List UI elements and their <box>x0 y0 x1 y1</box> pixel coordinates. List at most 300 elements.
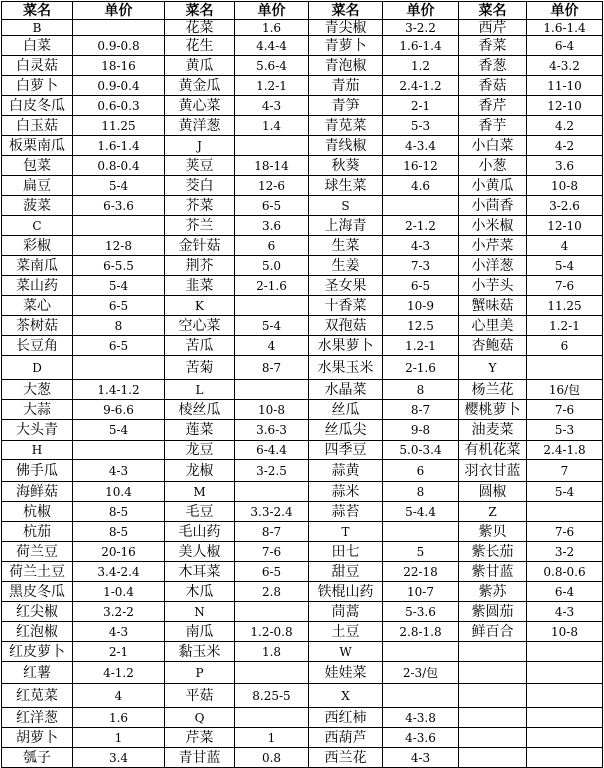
vegetable-name <box>459 642 527 662</box>
vegetable-name: 青线椒 <box>309 136 383 156</box>
vegetable-name: 小洋葱 <box>459 256 527 276</box>
table-row <box>2 20 603 36</box>
unit-price: 6-5 <box>383 276 459 296</box>
unit-price: 4-3 <box>73 622 165 642</box>
vegetable-name: 蟹味菇 <box>459 296 527 316</box>
vegetable-name <box>459 728 527 748</box>
vegetable-price-table <box>1 1 603 768</box>
vegetable-name: 小米椒 <box>459 216 527 236</box>
table-row <box>2 256 603 276</box>
vegetable-name: 水晶菜 <box>309 380 383 400</box>
vegetable-name: 青苋菜 <box>309 116 383 136</box>
unit-price: 4-3.2 <box>527 56 603 76</box>
table-row <box>2 56 603 76</box>
unit-price: 2-1.6 <box>383 356 459 380</box>
unit-price: 9-8 <box>383 420 459 441</box>
vegetable-name: 棱丝瓜 <box>165 400 235 420</box>
table-row <box>2 400 603 420</box>
unit-price: 4-2 <box>527 136 603 156</box>
vegetable-name: 香葱 <box>459 56 527 76</box>
section-letter: P <box>165 662 235 684</box>
vegetable-name: 香菜 <box>459 36 527 56</box>
vegetable-name: 水果玉米 <box>309 356 383 380</box>
vegetable-name: 茭白 <box>165 176 235 196</box>
unit-price: 4.4-4 <box>235 36 309 56</box>
vegetable-name: 花菜 <box>165 20 235 36</box>
vegetable-name: 平菇 <box>165 684 235 708</box>
unit-price: 2-1 <box>383 96 459 116</box>
unit-price: 8-5 <box>73 522 165 542</box>
unit-price: 6-5 <box>235 562 309 582</box>
unit-price: 2.4-1.8 <box>527 441 603 460</box>
unit-price: 4.6 <box>383 176 459 196</box>
vegetable-name: 苦菊 <box>165 356 235 380</box>
vegetable-name: 四季豆 <box>309 441 383 460</box>
vegetable-name: 菜山药 <box>2 276 73 296</box>
unit-price: 0.6-0.3 <box>73 96 165 116</box>
unit-price: 11-10 <box>527 76 603 96</box>
unit-price: 6-3.6 <box>73 196 165 216</box>
unit-price <box>383 522 459 542</box>
unit-price: 12-10 <box>527 216 603 236</box>
unit-price: 10.4 <box>73 482 165 502</box>
unit-price: 5-4.4 <box>383 502 459 522</box>
unit-price: 10-8 <box>527 176 603 196</box>
section-letter: H <box>2 441 73 460</box>
unit-price: 5-4 <box>527 482 603 502</box>
unit-price: 1.6-1.4 <box>383 36 459 56</box>
unit-price <box>235 708 309 728</box>
vegetable-name: 杨兰花 <box>459 380 527 400</box>
vegetable-name: 铁棍山药 <box>309 582 383 602</box>
unit-price: 1.6 <box>73 708 165 728</box>
vegetable-name: 包菜 <box>2 156 73 176</box>
section-letter: S <box>309 196 383 216</box>
unit-price: 8-7 <box>235 522 309 542</box>
vegetable-name: 上海青 <box>309 216 383 236</box>
vegetable-name: 甜豆 <box>309 562 383 582</box>
unit-price: 9-6.6 <box>73 400 165 420</box>
vegetable-name: 水果萝卜 <box>309 336 383 356</box>
vegetable-name: 香芋 <box>459 116 527 136</box>
unit-price: 1.4-1.2 <box>73 380 165 400</box>
unit-price: 6 <box>527 336 603 356</box>
vegetable-name: 西芹 <box>459 20 527 36</box>
section-letter: N <box>165 602 235 622</box>
vegetable-name: 花生 <box>165 36 235 56</box>
unit-price <box>527 662 603 684</box>
unit-price <box>527 728 603 748</box>
table-row <box>2 316 603 336</box>
unit-price: 6-4 <box>527 36 603 56</box>
unit-price: 8 <box>73 316 165 336</box>
unit-price: 2-1.6 <box>235 276 309 296</box>
vegetable-name <box>459 684 527 708</box>
vegetable-name: 龙椒 <box>165 460 235 482</box>
vegetable-name: 生姜 <box>309 256 383 276</box>
vegetable-name: 黄洋葱 <box>165 116 235 136</box>
unit-price: 0.9-0.4 <box>73 76 165 96</box>
table-row <box>2 176 603 196</box>
unit-price: 3-2 <box>527 542 603 562</box>
vegetable-name: 丝瓜 <box>309 400 383 420</box>
table-row <box>2 296 603 316</box>
header-row <box>2 2 603 20</box>
unit-price: 22-18 <box>383 562 459 582</box>
unit-price: 7-6 <box>527 400 603 420</box>
vegetable-name: 扁豆 <box>2 176 73 196</box>
unit-price: 10-7 <box>383 582 459 602</box>
table-row <box>2 642 603 662</box>
unit-price: 0.9-0.8 <box>73 36 165 56</box>
vegetable-name: 佛手瓜 <box>2 460 73 482</box>
unit-price: 1.6-1.4 <box>527 20 603 36</box>
table-row <box>2 562 603 582</box>
unit-price: 7-6 <box>527 276 603 296</box>
vegetable-name: 白灵菇 <box>2 56 73 76</box>
vegetable-name: 毛豆 <box>165 502 235 522</box>
vegetable-name: 小芹菜 <box>459 236 527 256</box>
unit-price: 4-3.6 <box>383 728 459 748</box>
vegetable-name: 紫贝 <box>459 522 527 542</box>
table-row <box>2 380 603 400</box>
vegetable-name: 生菜 <box>309 236 383 256</box>
unit-price: 2-3/包 <box>383 662 459 684</box>
unit-price: 18-14 <box>235 156 309 176</box>
header-name: 菜名 <box>165 2 235 20</box>
unit-price: 4-3.4 <box>383 136 459 156</box>
vegetable-name: 小白菜 <box>459 136 527 156</box>
unit-price <box>383 684 459 708</box>
vegetable-name: 球生菜 <box>309 176 383 196</box>
unit-price: 4-1.2 <box>73 662 165 684</box>
unit-price: 1.4 <box>235 116 309 136</box>
vegetable-name: 苦瓜 <box>165 336 235 356</box>
vegetable-name: 红薯 <box>2 662 73 684</box>
unit-price: 4 <box>73 684 165 708</box>
vegetable-name: 金针菇 <box>165 236 235 256</box>
unit-price: 6-5.5 <box>73 256 165 276</box>
vegetable-name: 双孢菇 <box>309 316 383 336</box>
unit-price: 4-3 <box>383 748 459 768</box>
unit-price: 3.4 <box>73 748 165 768</box>
unit-price: 10-8 <box>235 400 309 420</box>
table-row <box>2 356 603 380</box>
vegetable-name: 毛山药 <box>165 522 235 542</box>
unit-price: 11.25 <box>527 296 603 316</box>
table-row <box>2 116 603 136</box>
table-row <box>2 196 603 216</box>
unit-price: 2.8-1.8 <box>383 622 459 642</box>
unit-price: 6-5 <box>235 196 309 216</box>
unit-price: 3-2.5 <box>235 460 309 482</box>
unit-price <box>527 356 603 380</box>
unit-price: 1.2 <box>383 56 459 76</box>
unit-price: 4-3 <box>527 602 603 622</box>
unit-price <box>235 380 309 400</box>
vegetable-name: 空心菜 <box>165 316 235 336</box>
table-row <box>2 542 603 562</box>
vegetable-name: 木耳菜 <box>165 562 235 582</box>
unit-price: 10-8 <box>527 622 603 642</box>
vegetable-name: 芥菜 <box>165 196 235 216</box>
vegetable-name: 青茄 <box>309 76 383 96</box>
unit-price <box>527 502 603 522</box>
vegetable-name: 西兰花 <box>309 748 383 768</box>
table-row <box>2 602 603 622</box>
unit-price: 4-3 <box>235 96 309 116</box>
vegetable-name: 青萝卜 <box>309 36 383 56</box>
table-row <box>2 76 603 96</box>
unit-price: 3.6 <box>235 216 309 236</box>
vegetable-name: 丝瓜尖 <box>309 420 383 441</box>
unit-price: 1.6-1.4 <box>73 136 165 156</box>
section-letter: M <box>165 482 235 502</box>
vegetable-name: 有机花菜 <box>459 441 527 460</box>
vegetable-name: 海鲜菇 <box>2 482 73 502</box>
vegetable-name: 十香菜 <box>309 296 383 316</box>
unit-price: 5-4 <box>73 420 165 441</box>
unit-price <box>73 356 165 380</box>
section-letter: B <box>2 20 73 36</box>
vegetable-name: 大头青 <box>2 420 73 441</box>
section-letter: X <box>309 684 383 708</box>
vegetable-name: 鲜百合 <box>459 622 527 642</box>
vegetable-name: 黄心菜 <box>165 96 235 116</box>
unit-price: 20-16 <box>73 542 165 562</box>
vegetable-name: 娃娃菜 <box>309 662 383 684</box>
section-letter: Z <box>459 502 527 522</box>
vegetable-name: 红苋菜 <box>2 684 73 708</box>
vegetable-name: 白皮冬瓜 <box>2 96 73 116</box>
unit-price: 3.3-2.4 <box>235 502 309 522</box>
vegetable-name: 小茴香 <box>459 196 527 216</box>
unit-price: 6 <box>235 236 309 256</box>
unit-price: 4 <box>235 336 309 356</box>
vegetable-name: 田七 <box>309 542 383 562</box>
vegetable-name: 黑皮冬瓜 <box>2 582 73 602</box>
vegetable-name: 菠菜 <box>2 196 73 216</box>
vegetable-name <box>459 748 527 768</box>
unit-price: 5 <box>383 542 459 562</box>
unit-price: 7-6 <box>527 522 603 542</box>
table-row <box>2 502 603 522</box>
table-row <box>2 748 603 768</box>
unit-price <box>235 602 309 622</box>
unit-price: 16/包 <box>527 380 603 400</box>
table-row <box>2 441 603 460</box>
vegetable-name: 青甘蓝 <box>165 748 235 768</box>
unit-price: 6-4 <box>527 582 603 602</box>
unit-price: 3-2.6 <box>527 196 603 216</box>
table-row <box>2 482 603 502</box>
table-row <box>2 36 603 56</box>
vegetable-name: 白玉菇 <box>2 116 73 136</box>
table-row <box>2 708 603 728</box>
unit-price: 1.6 <box>235 20 309 36</box>
vegetable-name: 香菇 <box>459 76 527 96</box>
vegetable-name: 蒜苔 <box>309 502 383 522</box>
unit-price <box>383 642 459 662</box>
table-row <box>2 622 603 642</box>
unit-price: 4.2 <box>527 116 603 136</box>
vegetable-name: 芹菜 <box>165 728 235 748</box>
unit-price: 5.0 <box>235 256 309 276</box>
vegetable-name: 西葫芦 <box>309 728 383 748</box>
header-price: 单价 <box>527 2 603 20</box>
unit-price <box>235 296 309 316</box>
unit-price: 2-1 <box>73 642 165 662</box>
vegetable-name: 胡萝卜 <box>2 728 73 748</box>
unit-price: 2-1.2 <box>383 216 459 236</box>
unit-price <box>235 482 309 502</box>
unit-price: 5-4 <box>527 256 603 276</box>
unit-price: 2.8 <box>235 582 309 602</box>
unit-price: 6-5 <box>73 336 165 356</box>
unit-price: 1.2-1 <box>527 316 603 336</box>
table-row <box>2 156 603 176</box>
vegetable-name: 芥兰 <box>165 216 235 236</box>
unit-price: 7-3 <box>383 256 459 276</box>
table-row <box>2 136 603 156</box>
table-row <box>2 276 603 296</box>
unit-price: 6-4.4 <box>235 441 309 460</box>
vegetable-name: 木瓜 <box>165 582 235 602</box>
section-letter: C <box>2 216 73 236</box>
unit-price: 8-5 <box>73 502 165 522</box>
vegetable-name: 油麦菜 <box>459 420 527 441</box>
vegetable-name: 秋葵 <box>309 156 383 176</box>
vegetable-name: 韭菜 <box>165 276 235 296</box>
unit-price: 12.5 <box>383 316 459 336</box>
vegetable-name: 蒜米 <box>309 482 383 502</box>
vegetable-name: 板栗南瓜 <box>2 136 73 156</box>
vegetable-name: 紫长茄 <box>459 542 527 562</box>
table-row <box>2 460 603 482</box>
section-letter: K <box>165 296 235 316</box>
unit-price <box>383 196 459 216</box>
unit-price: 0.8-0.4 <box>73 156 165 176</box>
unit-price: 8 <box>383 380 459 400</box>
unit-price: 5-4 <box>73 176 165 196</box>
unit-price: 5.0-3.4 <box>383 441 459 460</box>
vegetable-name: 白菜 <box>2 36 73 56</box>
unit-price: 8.25-5 <box>235 684 309 708</box>
unit-price: 5-4 <box>73 276 165 296</box>
vegetable-name: 杭椒 <box>2 502 73 522</box>
unit-price: 6 <box>383 460 459 482</box>
unit-price: 5.6-4 <box>235 56 309 76</box>
unit-price <box>527 642 603 662</box>
unit-price: 0.8 <box>235 748 309 768</box>
header-price: 单价 <box>383 2 459 20</box>
unit-price <box>527 684 603 708</box>
vegetable-name: 羽衣甘蓝 <box>459 460 527 482</box>
unit-price: 5-3 <box>527 420 603 441</box>
unit-price: 11.25 <box>73 116 165 136</box>
vegetable-name: 大蒜 <box>2 400 73 420</box>
unit-price <box>527 708 603 728</box>
vegetable-name: 菜南瓜 <box>2 256 73 276</box>
vegetable-name: 红洋葱 <box>2 708 73 728</box>
vegetable-name: 黄金瓜 <box>165 76 235 96</box>
unit-price: 5-4 <box>235 316 309 336</box>
unit-price: 4-3.8 <box>383 708 459 728</box>
unit-price <box>527 748 603 768</box>
unit-price: 7 <box>527 460 603 482</box>
unit-price: 0.8-0.6 <box>527 562 603 582</box>
vegetable-name: 荷兰土豆 <box>2 562 73 582</box>
vegetable-name: 菜心 <box>2 296 73 316</box>
vegetable-name: 小葱 <box>459 156 527 176</box>
table-row <box>2 216 603 236</box>
unit-price: 8-7 <box>235 356 309 380</box>
vegetable-name: 心里美 <box>459 316 527 336</box>
vegetable-name: 茼蒿 <box>309 602 383 622</box>
vegetable-name: 紫圆茄 <box>459 602 527 622</box>
unit-price: 7-6 <box>235 542 309 562</box>
header-name: 菜名 <box>309 2 383 20</box>
table-row <box>2 420 603 441</box>
unit-price: 5-3 <box>383 116 459 136</box>
unit-price: 4 <box>527 236 603 256</box>
unit-price: 4-3 <box>383 236 459 256</box>
section-letter: Q <box>165 708 235 728</box>
header-name: 菜名 <box>2 2 73 20</box>
unit-price: 3.6-3 <box>235 420 309 441</box>
vegetable-name <box>459 708 527 728</box>
unit-price: 1-0.4 <box>73 582 165 602</box>
vegetable-name: 彩椒 <box>2 236 73 256</box>
vegetable-name: 杭茄 <box>2 522 73 542</box>
header-name: 菜名 <box>459 2 527 20</box>
header-price: 单价 <box>235 2 309 20</box>
vegetable-name <box>459 662 527 684</box>
unit-price: 1.2-1 <box>383 336 459 356</box>
vegetable-name: 红尖椒 <box>2 602 73 622</box>
table-row <box>2 684 603 708</box>
unit-price: 3.2-2 <box>73 602 165 622</box>
vegetable-name: 莲菜 <box>165 420 235 441</box>
table-row <box>2 582 603 602</box>
vegetable-name: 土豆 <box>309 622 383 642</box>
vegetable-name: 青泡椒 <box>309 56 383 76</box>
vegetable-name: 大葱 <box>2 380 73 400</box>
unit-price: 5-3.6 <box>383 602 459 622</box>
unit-price: 8 <box>383 482 459 502</box>
vegetable-name: 小黄瓜 <box>459 176 527 196</box>
unit-price: 2.4-1.2 <box>383 76 459 96</box>
unit-price: 12-6 <box>235 176 309 196</box>
unit-price: 6-5 <box>73 296 165 316</box>
unit-price <box>235 136 309 156</box>
vegetable-name: 紫甘蓝 <box>459 562 527 582</box>
vegetable-name: 荚豆 <box>165 156 235 176</box>
vegetable-name: 黏玉米 <box>165 642 235 662</box>
unit-price: 16-12 <box>383 156 459 176</box>
vegetable-name: 龙豆 <box>165 441 235 460</box>
vegetable-name: 蒜黄 <box>309 460 383 482</box>
unit-price: 1.2-0.8 <box>235 622 309 642</box>
vegetable-name: 美人椒 <box>165 542 235 562</box>
unit-price: 1.8 <box>235 642 309 662</box>
vegetable-name: 香芹 <box>459 96 527 116</box>
unit-price <box>73 441 165 460</box>
section-letter: J <box>165 136 235 156</box>
unit-price <box>73 20 165 36</box>
vegetable-name: 长豆角 <box>2 336 73 356</box>
vegetable-name: 樱桃萝卜 <box>459 400 527 420</box>
